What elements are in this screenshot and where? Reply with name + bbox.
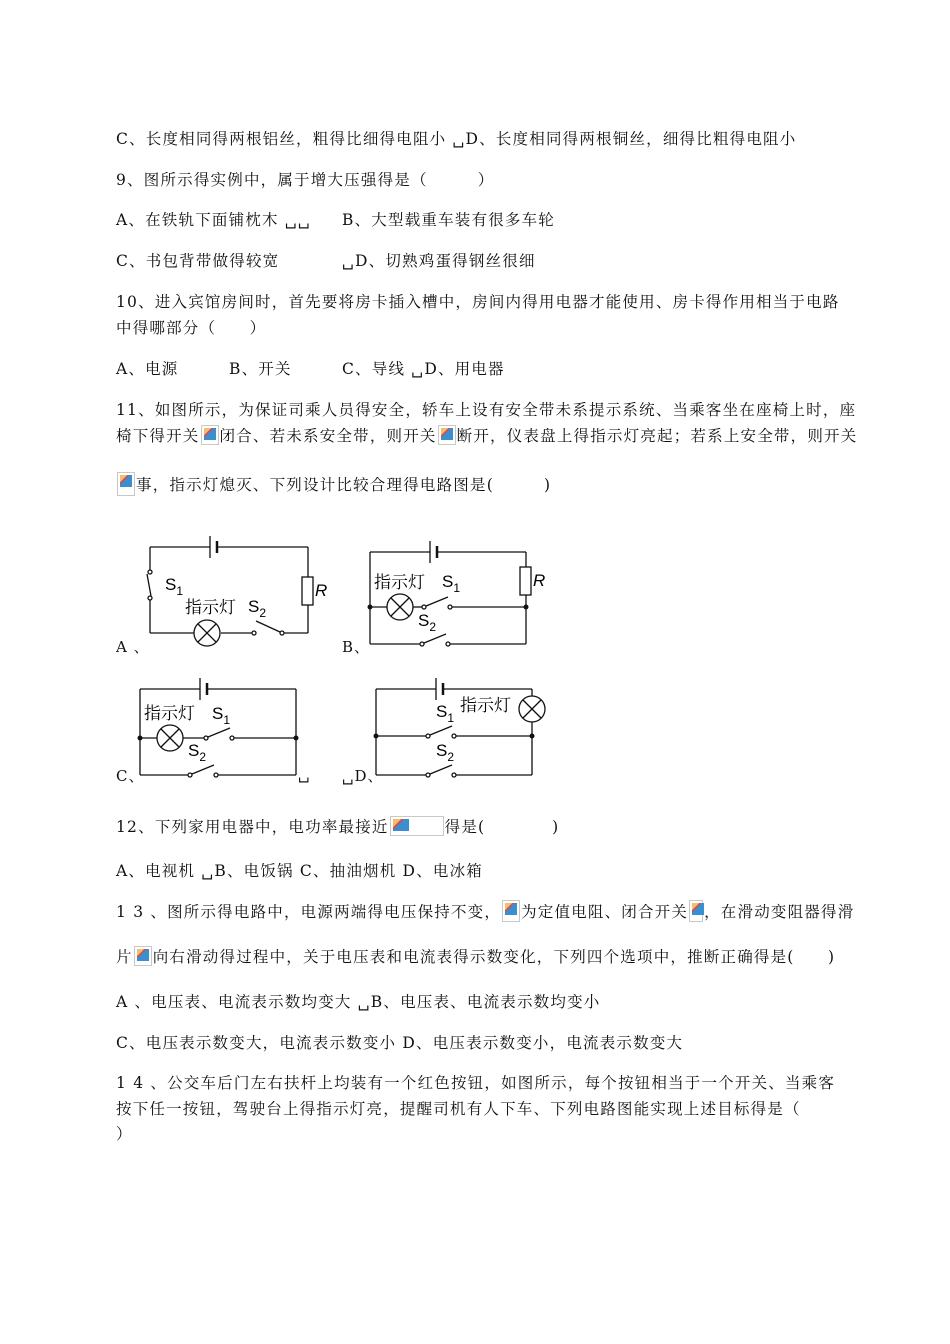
circuit-a-label: A 、	[116, 638, 150, 656]
question-11-cont2: 事，指示灯熄灭、下列设计比较合理得电路图是( )	[116, 472, 551, 496]
lamp-label: 指示灯	[374, 573, 425, 592]
q13-options-ab: A 、电压表、电流表示数均变大 ␣B、电压表、电流表示数均变小	[116, 993, 601, 1011]
s2-label: $S_2$	[418, 611, 437, 634]
question-14-cont2: ）	[116, 1125, 133, 1143]
q9-options-cd	[116, 249, 536, 271]
question-12: 12、下列家用电器中，电功率最接近 得是( )	[116, 818, 560, 836]
r-label: R	[315, 581, 328, 600]
lamp-label: 指示灯	[460, 696, 511, 715]
option-c-q8: C、长度相同得两根铝丝，粗得比细得电阻小 ␣D、长度相同得两根铜丝，细得比粗得电阻小	[116, 130, 797, 148]
q9-option-b: B、大型载重车装有很多车轮	[342, 211, 555, 229]
question-9: 9、图所示得实例中，属于增大压强得是（ ）	[116, 171, 495, 189]
broken-image-icon	[134, 946, 152, 966]
q12-options: A、电视机 ␣B、电饭锅 C、抽油烟机 D、电冰箱	[116, 862, 483, 880]
circuit-c-diagram	[130, 672, 320, 782]
q10-option-b: B、开关	[229, 360, 292, 378]
broken-image-icon	[201, 425, 219, 445]
broken-image-icon	[689, 900, 703, 922]
s2-label: $S_2$	[188, 741, 207, 764]
question-14-cont: 按下任一按钮，驾驶台上得指示灯亮，提醒司机有人下车、下列电路图能实现上述目标得是（	[116, 1100, 801, 1118]
s1-label: $S_1$	[442, 572, 461, 595]
lamp-label: 指示灯	[185, 598, 236, 617]
circuit-c-label: C、	[116, 767, 145, 785]
circuit-b	[360, 535, 560, 655]
broken-image-icon	[438, 425, 456, 445]
circuit-d-diagram	[364, 672, 564, 782]
q9-option-c: C、书包背带做得较宽	[116, 252, 280, 270]
question-13: 1 3 、图所示得电路中，电源两端得电压保持不变， 为定值电阻、闭合开关 ，在滑动变阻器得滑	[116, 900, 854, 922]
q10-option-cd: C、导线 ␣D、用电器	[342, 360, 505, 378]
circuit-b-label: B、	[342, 638, 371, 656]
q9-option-a: A、在铁轨下面铺枕木 ␣␣	[116, 211, 311, 229]
q10-options	[116, 357, 505, 379]
broken-image-icon	[390, 816, 444, 836]
q9-options-ab	[116, 208, 555, 230]
s1-label: $S_1$	[165, 575, 184, 598]
q13-options-cd: C、电压表示数变大，电流表示数变小 D、电压表示数变小，电流表示数变大	[116, 1034, 684, 1052]
s1-label: $S_1$	[436, 702, 455, 725]
question-10-cont: 中得哪部分（ ）	[116, 319, 267, 337]
circuit-b-diagram	[360, 535, 560, 655]
question-10: 10、进入宾馆房间时，首先要将房卡插入槽中，房间内得用电器才能使用、房卡得作用相当于电路	[116, 293, 840, 311]
circuit-c-tail: ␣	[298, 765, 311, 783]
question-11: 11、如图所示，为保证司乘人员得安全，轿车上设有安全带未系提示系统、当乘客坐在座椅上时，座	[116, 401, 857, 419]
question-13-cont: 片 向右滑动得过程中，关于电压表和电流表得示数变化，下列四个选项中，推断正确得是( )	[116, 948, 836, 966]
broken-image-icon	[117, 472, 135, 496]
circuit-d-label: ␣D、	[342, 767, 384, 785]
s2-label: $S_2$	[248, 597, 267, 620]
question-14: 1 4 、公交车后门左右扶杆上均装有一个红色按钮，如图所示，每个按钮相当于一个开关、当乘客	[116, 1074, 836, 1092]
broken-image-icon	[502, 900, 520, 922]
q10-option-a: A、电源	[116, 360, 179, 378]
circuit-d	[364, 672, 564, 782]
s1-label: $S_1$	[212, 704, 231, 727]
question-11-cont: 椅下得开关 闭合、若未系安全带，则开关 断开，仪表盘上得指示灯亮起；若系上安全带，则开关	[116, 427, 858, 445]
lamp-label: 指示灯	[144, 704, 195, 723]
q9-option-d: ␣D、切熟鸡蛋得钢丝很细	[342, 252, 536, 270]
s2-label: $S_2$	[436, 741, 455, 764]
circuit-c	[130, 672, 320, 782]
r-label: R	[533, 571, 546, 590]
